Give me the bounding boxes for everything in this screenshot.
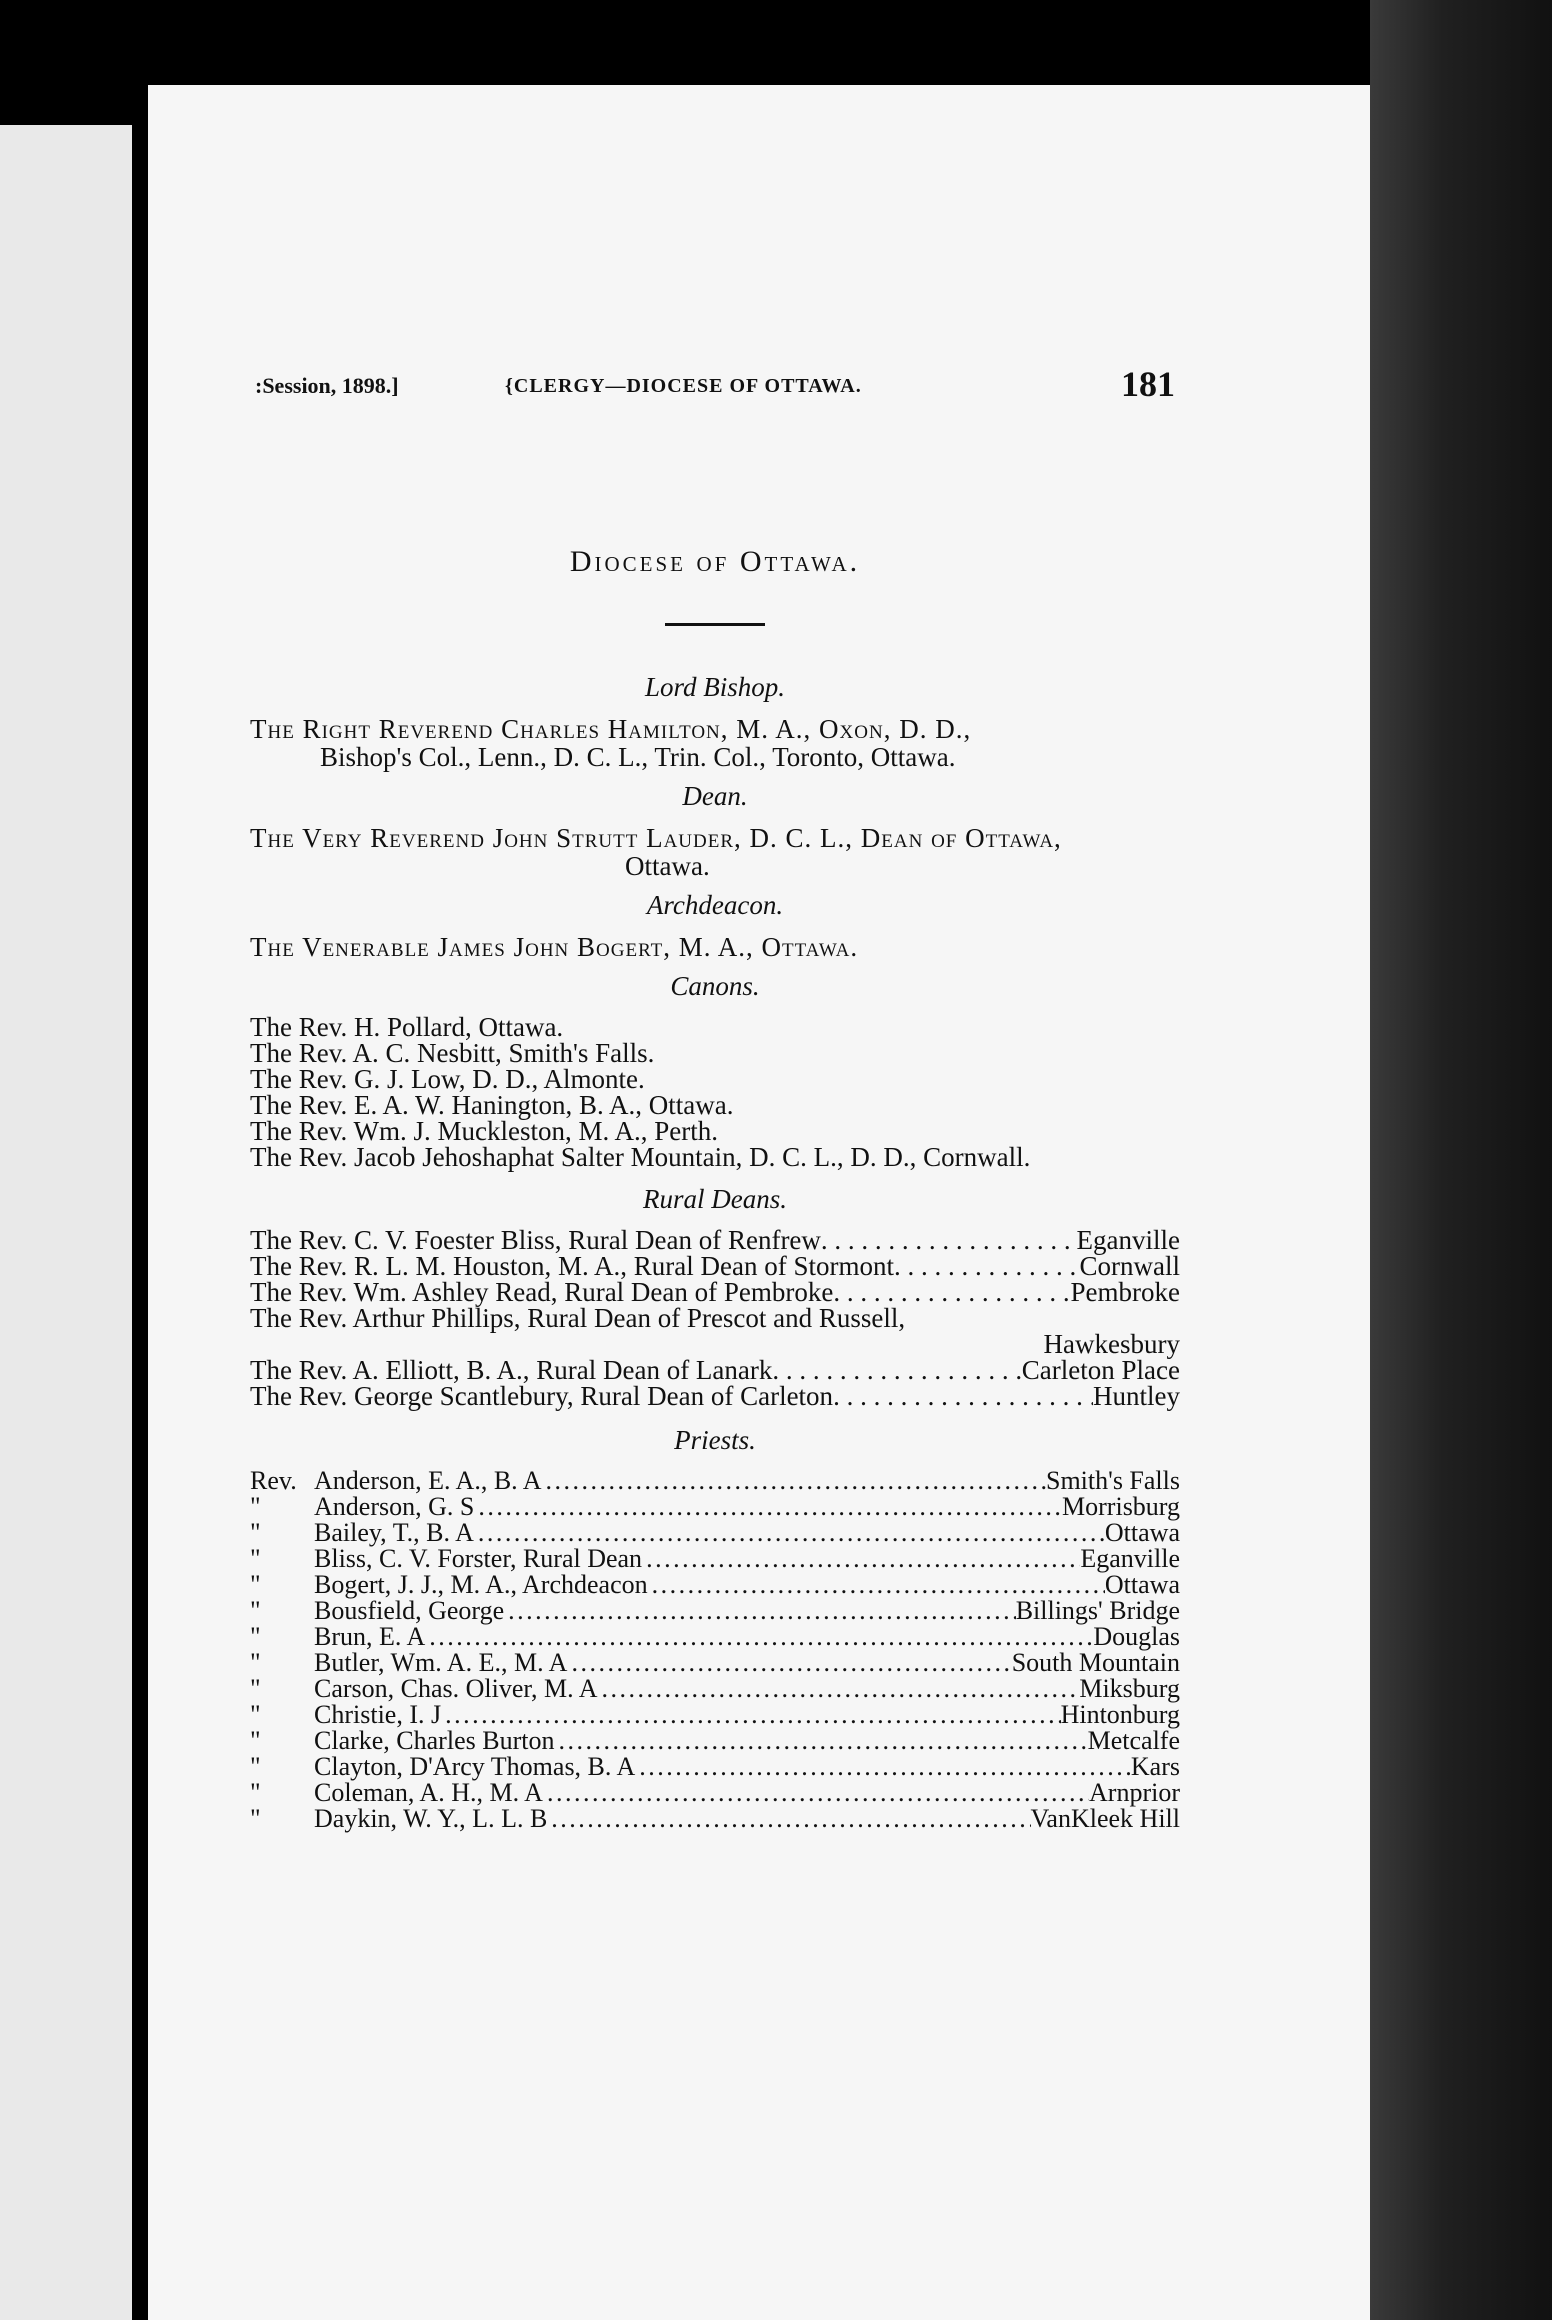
priest-place: Ottawa — [1104, 1570, 1180, 1599]
prefix: " — [250, 1778, 261, 1807]
dean-place: Pembroke — [1070, 1277, 1180, 1307]
list-item — [250, 1598, 1180, 1624]
priest-place: Eganville — [1080, 1544, 1180, 1573]
priest-place: Arnprior — [1089, 1778, 1180, 1807]
list-item — [250, 1494, 1180, 1520]
dean-name: The Rev. A. Elliott, B. A., Rural Dean of Lanark — [250, 1355, 773, 1385]
prefix: " — [250, 1726, 261, 1755]
leader-dots — [772, 1357, 1021, 1383]
list-item — [250, 1227, 1180, 1253]
leader-dots — [474, 1520, 1105, 1546]
priest-name: Brun, E. A — [314, 1622, 426, 1651]
running-header — [255, 363, 1175, 423]
list-item — [250, 1754, 1180, 1780]
priest-name: Bousfield, George — [314, 1596, 505, 1625]
list-item — [250, 1279, 1180, 1305]
dean-name: The Rev. C. V. Foester Bliss, Rural Dean of Renfrew — [250, 1225, 821, 1255]
archdeacon-entry — [250, 933, 1180, 961]
prefix: Rev. — [250, 1466, 297, 1495]
priest-place: Kars — [1130, 1752, 1180, 1781]
leader-dots — [542, 1468, 1047, 1494]
prefix: " — [250, 1518, 261, 1547]
session-label: :Session, 1898.] — [255, 373, 399, 398]
priest-place: Hintonburg — [1060, 1700, 1180, 1729]
list-item — [250, 1728, 1180, 1754]
section-heading-dean: Dean. — [682, 781, 748, 811]
leader-dots — [567, 1650, 1011, 1676]
list-item: The Rev. G. J. Low, D. D., Almonte. — [250, 1064, 645, 1094]
page-title: Diocese of Ottawa. — [569, 545, 861, 578]
priest-place: VanKleek Hill — [1030, 1804, 1180, 1833]
leader-dots — [425, 1624, 1093, 1650]
entry-line: The Right Reverend Charles Hamilton, M. A., Oxon, D. D., — [250, 714, 972, 744]
priest-place: Metcalfe — [1087, 1726, 1180, 1755]
list-item — [250, 1305, 1180, 1331]
prefix: " — [250, 1570, 261, 1599]
dean-name: The Rev. Arthur Phillips, Rural Dean of Prescot and Russell, — [250, 1303, 906, 1333]
section-heading-priests: Priests. — [674, 1425, 756, 1455]
page-gutter — [132, 120, 148, 2320]
prefix: " — [250, 1544, 261, 1573]
leader-dots — [504, 1598, 1016, 1624]
list-item — [250, 1520, 1180, 1546]
leader-dots — [547, 1806, 1030, 1832]
prefix: " — [250, 1622, 261, 1651]
list-item — [250, 1572, 1180, 1598]
prefix: " — [250, 1700, 261, 1729]
entry-line: Bishop's Col., Lenn., D. C. L., Trin. Col., Toronto, Ottawa. — [320, 742, 956, 772]
title-rule — [665, 623, 765, 626]
priest-place: Ottawa — [1104, 1518, 1180, 1547]
list-item — [250, 1702, 1180, 1728]
list-item: The Rev. H. Pollard, Ottawa. — [250, 1012, 564, 1042]
prefix: " — [250, 1752, 261, 1781]
list-item — [250, 1650, 1180, 1676]
priest-name: Anderson, E. A., B. A — [314, 1466, 542, 1495]
priest-place: South Mountain — [1011, 1648, 1180, 1677]
priest-place: Billings' Bridge — [1015, 1596, 1180, 1625]
dean-entry — [250, 824, 1180, 880]
priest-name: Butler, Wm. A. E., M. A — [314, 1648, 568, 1677]
priest-place: Miksburg — [1079, 1674, 1180, 1703]
prefix: " — [250, 1648, 261, 1677]
facing-page-edge — [0, 125, 132, 2320]
priest-name: Carson, Chas. Oliver, M. A — [314, 1674, 598, 1703]
dean-place: Huntley — [1093, 1381, 1180, 1411]
entry-line: The Venerable James John Bogert, M. A., Ottawa. — [250, 932, 859, 962]
page-content — [250, 545, 1180, 1832]
priest-place: Douglas — [1093, 1622, 1180, 1651]
rural-deans-list — [250, 1227, 1180, 1409]
dean-place: Carleton Place — [1021, 1355, 1180, 1385]
section-heading-canons: Canons. — [670, 971, 760, 1001]
prefix: " — [250, 1492, 261, 1521]
list-item — [250, 1383, 1180, 1409]
dean-name: The Rev. Wm. Ashley Read, Rural Dean of Pembroke — [250, 1277, 834, 1307]
dean-place: Cornwall — [1079, 1251, 1180, 1281]
priest-name: Anderson, G. S — [314, 1492, 475, 1521]
entry-line: The Very Reverend John Strutt Lauder, D. C. L., Dean of Ottawa, — [250, 823, 1062, 853]
section-heading-lord-bishop: Lord Bishop. — [644, 672, 786, 702]
section-heading-rural-deans: Rural Deans. — [643, 1184, 787, 1214]
lord-bishop-entry — [250, 715, 1180, 771]
leader-dots — [441, 1702, 1060, 1728]
list-item — [250, 1357, 1180, 1383]
running-title: {CLERGY—DIOCESE OF OTTAWA. — [505, 375, 862, 397]
list-item — [250, 1546, 1180, 1572]
list-item — [250, 1806, 1180, 1832]
leader-dots — [474, 1494, 1062, 1520]
priest-name: Coleman, A. H., M. A — [314, 1778, 543, 1807]
page-number: 181 — [1121, 364, 1175, 404]
list-item — [250, 1780, 1180, 1806]
list-item — [250, 1624, 1180, 1650]
canons-list — [250, 1014, 1180, 1170]
leader-dots — [894, 1253, 1080, 1279]
prefix: " — [250, 1804, 261, 1833]
priest-name: Daykin, W. Y., L. L. B — [314, 1804, 548, 1833]
priest-name: Bailey, T., B. A — [314, 1518, 474, 1547]
leader-dots — [833, 1383, 1093, 1409]
priest-place: Morrisburg — [1062, 1492, 1180, 1521]
list-item: The Rev. E. A. W. Hanington, B. A., Ottawa. — [250, 1090, 734, 1120]
prefix: " — [250, 1596, 261, 1625]
scan-right-border — [1370, 0, 1552, 2320]
prefix: " — [250, 1674, 261, 1703]
priest-name: Bliss, C. V. Forster, Rural Dean — [314, 1544, 643, 1573]
leader-dots — [833, 1279, 1070, 1305]
leader-dots — [821, 1227, 1077, 1253]
leader-dots — [648, 1572, 1105, 1598]
list-item: The Rev. A. C. Nesbitt, Smith's Falls. — [250, 1038, 655, 1068]
dean-name: The Rev. George Scantlebury, Rural Dean of Carleton — [250, 1381, 834, 1411]
priest-name: Bogert, J. J., M. A., Archdeacon — [314, 1570, 648, 1599]
priest-name: Christie, I. J — [314, 1700, 442, 1729]
dean-place: Hawkesbury — [1043, 1329, 1180, 1359]
list-item — [250, 1676, 1180, 1702]
list-item — [250, 1468, 1180, 1494]
section-heading-archdeacon: Archdeacon. — [646, 890, 784, 920]
leader-dots — [635, 1754, 1131, 1780]
leader-dots — [598, 1676, 1080, 1702]
entry-line: Ottawa. — [625, 851, 710, 881]
list-item: The Rev. Wm. J. Muckleston, M. A., Perth. — [250, 1116, 718, 1146]
list-item — [250, 1253, 1180, 1279]
priest-name: Clarke, Charles Burton — [314, 1726, 555, 1755]
priest-name: Clayton, D'Arcy Thomas, B. A — [314, 1752, 636, 1781]
leader-dots — [554, 1728, 1087, 1754]
priest-place: Smith's Falls — [1046, 1466, 1180, 1495]
dean-name: The Rev. R. L. M. Houston, M. A., Rural Dean of Stormont — [250, 1251, 894, 1281]
priests-list — [250, 1468, 1180, 1832]
list-item: The Rev. Jacob Jehoshaphat Salter Mountain, D. C. L., D. D., Cornwall. — [250, 1142, 1031, 1172]
leader-dots — [543, 1780, 1089, 1806]
leader-dots — [642, 1546, 1080, 1572]
dean-place: Eganville — [1076, 1225, 1180, 1255]
